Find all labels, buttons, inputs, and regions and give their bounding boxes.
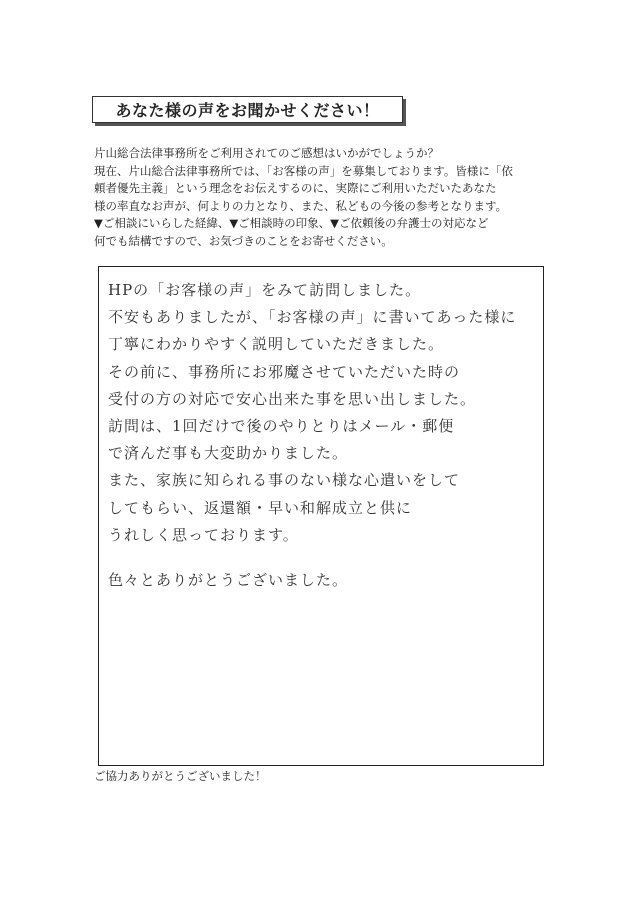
page-title-box <box>92 96 403 123</box>
comment-line: うれしく思っております。 <box>108 525 299 544</box>
comment-line: その前に、事務所にお邪魔させていただいた時の <box>108 362 461 381</box>
intro-line: 頼者優先主義」という理念をお伝えするのに、実際にご利用いただいたあなた <box>94 181 497 195</box>
intro-text <box>94 145 554 250</box>
comment-line-blank <box>108 549 543 567</box>
comment-line: 訪問は、1回だけで後のやりとりはメール・郵便 <box>108 416 455 435</box>
comment-line: 不安もありましたが、「お客様の声」に書いてあった様に <box>108 308 517 327</box>
intro-line: 現在、片山総合法律事務所では、「お客様の声」を募集しております。皆様に「依 <box>94 163 513 178</box>
intro-line: 何でも結構ですので、お気づきのことをお寄せください。 <box>94 233 393 248</box>
comment-line: で済んだ事も大変助かりました。 <box>108 444 349 463</box>
comment-line: 色々とありがとうございました。 <box>108 570 349 589</box>
comment-line: また、家族に知られる事のない様な心遣いをして <box>108 471 461 490</box>
handwritten-comment <box>108 277 543 594</box>
page-title: あなた様の声をお聞かせください！ <box>115 101 380 120</box>
intro-line: ▼ご相談にいらした経緯、▼ご相談時の印象、▼ご依頼後の弁護士の対応など <box>94 216 489 230</box>
comment-line: してもらい、返還額・早い和解成立と供に <box>108 498 413 517</box>
comment-line: HPの「お客様の声」をみて訪問しました。 <box>108 281 422 299</box>
intro-line: 様の率直なお声が、何よりの力となり、また、私どもの今後の参考となります。 <box>94 198 508 213</box>
intro-line: 片山総合法律事務所をご利用されてのご感想はいかがでしょうか？ <box>94 146 439 160</box>
comment-line: 丁寧にわかりやすく説明していただきました。 <box>108 335 445 354</box>
comment-line: 受付の方の対応で安心出来た事を思い出しました。 <box>108 389 477 408</box>
thank-you-footer: ご協力ありがとうございました！ <box>94 769 267 783</box>
